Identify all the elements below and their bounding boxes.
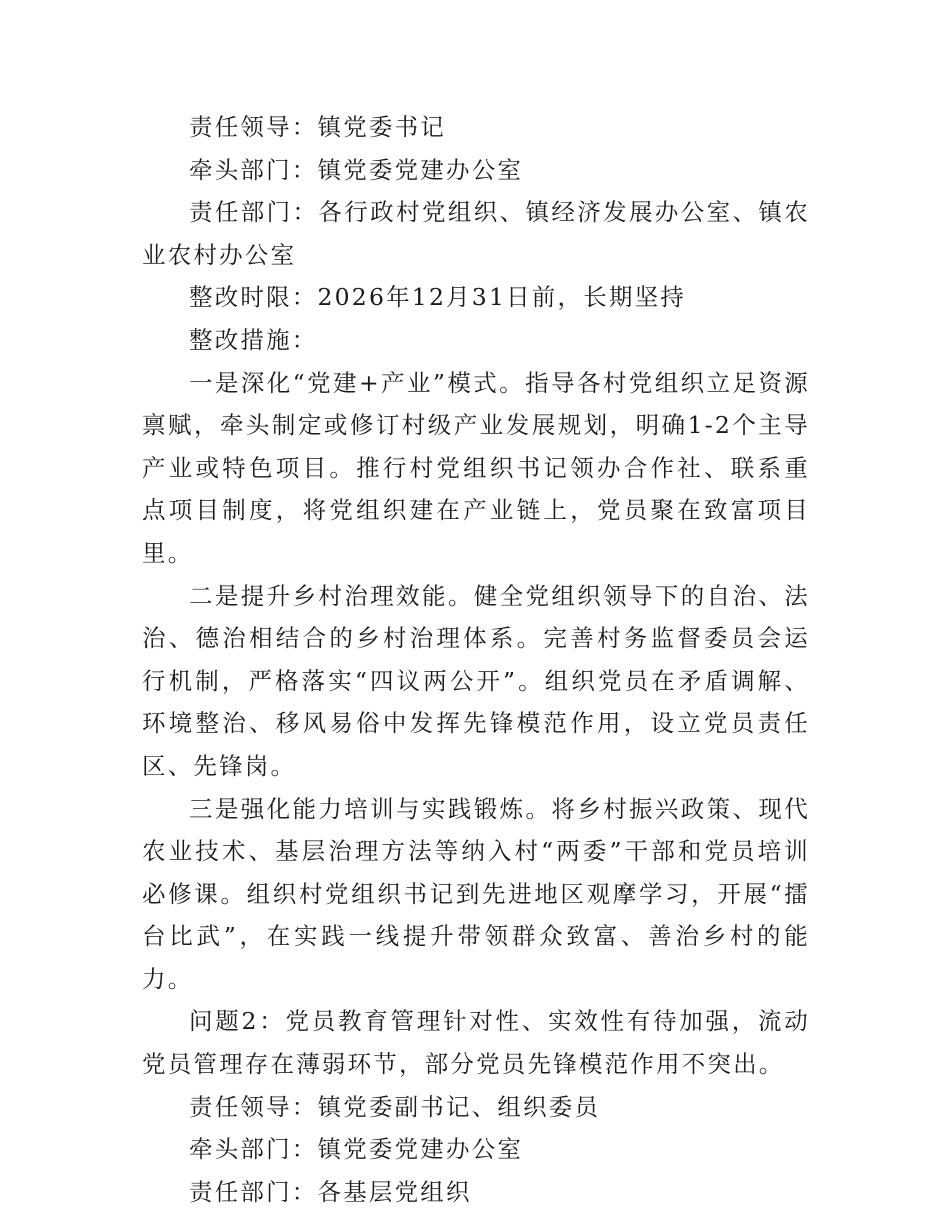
responsible-leader-line: 责任领导：镇党委书记: [189, 113, 446, 141]
measure-three-paragraph: 三是强化能力培训与实践锻炼。将乡村振兴政策、现代农业技术、基层治理方法等纳入村“两委”干部和党员培训必修课。组织村党组织书记到先进地区观摩学习，开展“擂台比武”，在实践一线提升带领群众致富、善治乡村的能力。: [142, 794, 810, 993]
measures-heading: 整改措施：: [189, 325, 318, 354]
lead-department-line-2: 牵头部门：镇党委党建办公室: [189, 1135, 524, 1164]
measure-two-paragraph: 二是提升乡村治理效能。健全党组织领导下的自治、法治、德治相结合的乡村治理体系。完善村务监督委员会运行机制，严格落实“四议两公开”。组织党员在矛盾调解、环境整治、移风易俗中发挥先锋模范作用，设立党员责任区、先锋岗。: [142, 581, 810, 780]
document-body: [142, 106, 810, 1213]
measure-one-paragraph: 一是深化“党建+产业”模式。指导各村党组织立足资源禀赋，牵头制定或修订村级产业发展规划，明确1-2个主导产业或特色项目。推行村党组织书记领办合作社、联系重点项目制度，将党组织建在产业链上，党员聚在致富项目里。: [142, 368, 810, 567]
responsible-department-line-2: 责任部门：各基层党组织: [189, 1177, 472, 1206]
deadline-line: 整改时限：2026年12月31日前，长期坚持: [189, 283, 687, 312]
problem-two-paragraph: 问题2：党员教育管理针对性、实效性有待加强，流动党员管理存在薄弱环节，部分党员先锋模范作用不突出。: [142, 1007, 810, 1079]
lead-department-line: 牵头部门：镇党委党建办公室: [189, 155, 524, 184]
responsible-leader-line-2: 责任领导：镇党委副书记、组织委员: [189, 1092, 601, 1121]
responsible-department-line: 责任部门：各行政村党组织、镇经济发展办公室、镇农业农村办公室: [142, 198, 810, 269]
